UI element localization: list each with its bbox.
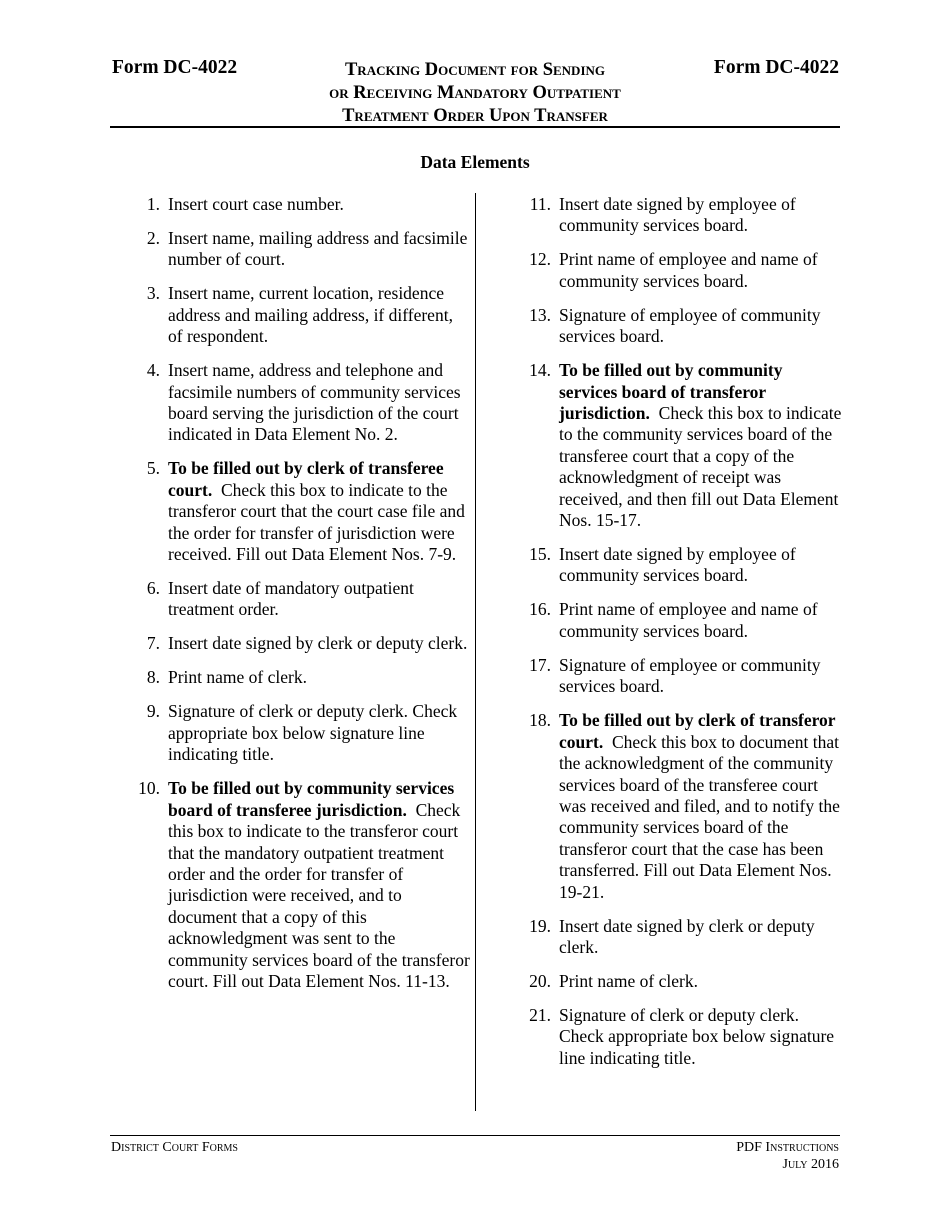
data-element-item	[522, 249, 842, 292]
item-text: To be filled out by clerk of transferee court. Check this box to indicate to the transferor court that the court case file and the order for transfer of jurisdiction were received. Fill out Data Element Nos. 7-9.	[168, 458, 465, 565]
item-number: 16.	[529, 599, 551, 620]
footer-left-label: District Court Forms	[111, 1140, 238, 1155]
left-column	[131, 194, 471, 1005]
item-text: Insert court case number.	[168, 194, 344, 214]
data-element-item	[522, 1005, 842, 1069]
item-number: 5.	[146, 458, 160, 479]
item-text: Print name of employee and name of community services board.	[559, 249, 818, 291]
item-text: Signature of clerk or deputy clerk. Check appropriate box below signature line indicating title.	[168, 701, 458, 765]
item-number: 14.	[529, 360, 551, 381]
form-id-right: Form DC-4022	[713, 57, 839, 78]
item-number: 3.	[146, 283, 160, 304]
item-number: 17.	[529, 654, 551, 675]
item-text: Insert date signed by employee of community services board.	[559, 544, 796, 586]
right-column	[522, 194, 842, 1082]
footer-divider	[110, 1135, 840, 1136]
item-text: Print name of clerk.	[168, 667, 307, 688]
data-element-item	[131, 194, 471, 215]
data-element-item	[522, 710, 842, 903]
item-text: Insert name, current location, residence address and mailing address, if different, of respondent.	[168, 283, 453, 347]
data-element-item	[522, 655, 842, 698]
item-number: 10.	[138, 778, 160, 799]
data-element-item	[522, 916, 842, 959]
item-number: 4.	[146, 360, 160, 381]
data-element-item	[522, 194, 842, 237]
item-text: To be filled out by community services board of transferor jurisdiction. Check this box to indicate to the community services board of the transferee court that a copy of the acknowledgment of receipt was received, and then fill out Data Element Nos. 15-17.	[559, 360, 842, 531]
data-element-item	[522, 544, 842, 587]
form-id-left: Form DC-4022	[112, 57, 238, 78]
item-text: To be filled out by community services board of transferee jurisdiction. Check this box to indicate to the transferor court that the mandatory outpatient treatment order and the order for transfer of jurisdiction were received, and to document that a copy of this acknowledgment was sent to the community services board of the transferor court. Fill out Data Element Nos. 11-13.	[168, 778, 470, 991]
item-number: 11.	[529, 194, 551, 214]
item-text: Insert name, address and telephone and facsimile numbers of community services board serving the jurisdiction of the court indicated in Data Element No. 2.	[168, 360, 461, 445]
item-number: 15.	[529, 544, 551, 565]
header-divider	[110, 126, 840, 128]
item-number: 8.	[146, 667, 160, 688]
item-number: 19.	[529, 915, 551, 936]
item-text: Insert date signed by clerk or deputy clerk.	[168, 633, 468, 654]
item-text: Insert date signed by employee of community services board.	[559, 194, 796, 236]
column-divider	[475, 193, 476, 1111]
item-text: Print name of clerk.	[559, 970, 698, 991]
item-number: 6.	[146, 578, 160, 599]
item-number: 21.	[529, 1004, 551, 1025]
section-heading: Data Elements	[420, 152, 530, 172]
item-number: 2.	[146, 228, 160, 248]
item-number: 12.	[529, 249, 551, 270]
data-element-item	[131, 458, 471, 565]
item-text: Insert date of mandatory outpatient treatment order.	[168, 578, 414, 620]
data-element-item	[522, 971, 842, 992]
data-element-item	[131, 228, 471, 271]
item-text: Print name of employee and name of community services board.	[559, 599, 818, 641]
data-element-item	[131, 667, 471, 688]
data-element-item	[522, 305, 842, 348]
data-element-item	[131, 633, 471, 654]
data-element-item	[522, 360, 842, 531]
data-element-item	[131, 283, 471, 347]
data-element-item	[131, 701, 471, 765]
item-text: Signature of employee of community services board.	[559, 304, 821, 347]
footer-right-line: July 2016	[782, 1157, 839, 1172]
data-element-item	[522, 599, 842, 642]
data-element-item	[131, 360, 471, 446]
item-text: Signature of employee or community services board.	[559, 654, 821, 697]
item-number: 18.	[529, 710, 551, 731]
item-number: 9.	[146, 701, 160, 722]
data-element-item	[131, 578, 471, 621]
item-text: Insert name, mailing address and facsimile number of court.	[168, 228, 468, 270]
footer-right-line: PDF Instructions	[736, 1140, 839, 1155]
item-number: 1.	[146, 194, 160, 214]
item-number: 13.	[529, 304, 551, 325]
form-title-line: Tracking Document for Sending	[344, 60, 606, 80]
item-text: Insert date signed by clerk or deputy clerk.	[559, 915, 815, 957]
form-title	[220, 59, 730, 128]
item-number: 20.	[529, 970, 551, 991]
item-number: 7.	[146, 633, 160, 654]
form-title-line: Treatment Order Upon Transfer	[342, 106, 608, 126]
data-element-item	[131, 778, 471, 992]
form-title-line: or Receiving Mandatory Outpatient	[329, 83, 621, 103]
item-text: Signature of clerk or deputy clerk. Check appropriate box below signature line indicating title.	[559, 1004, 835, 1068]
footer-right	[736, 1139, 839, 1173]
item-text: To be filled out by clerk of transferor court. Check this box to document that the acknowledgment of the community services board of the transferee court was received and filed, and to notify the community services board of the transferor court that the case has been transferred. Fill out Data Element Nos. 19-21.	[559, 710, 840, 902]
